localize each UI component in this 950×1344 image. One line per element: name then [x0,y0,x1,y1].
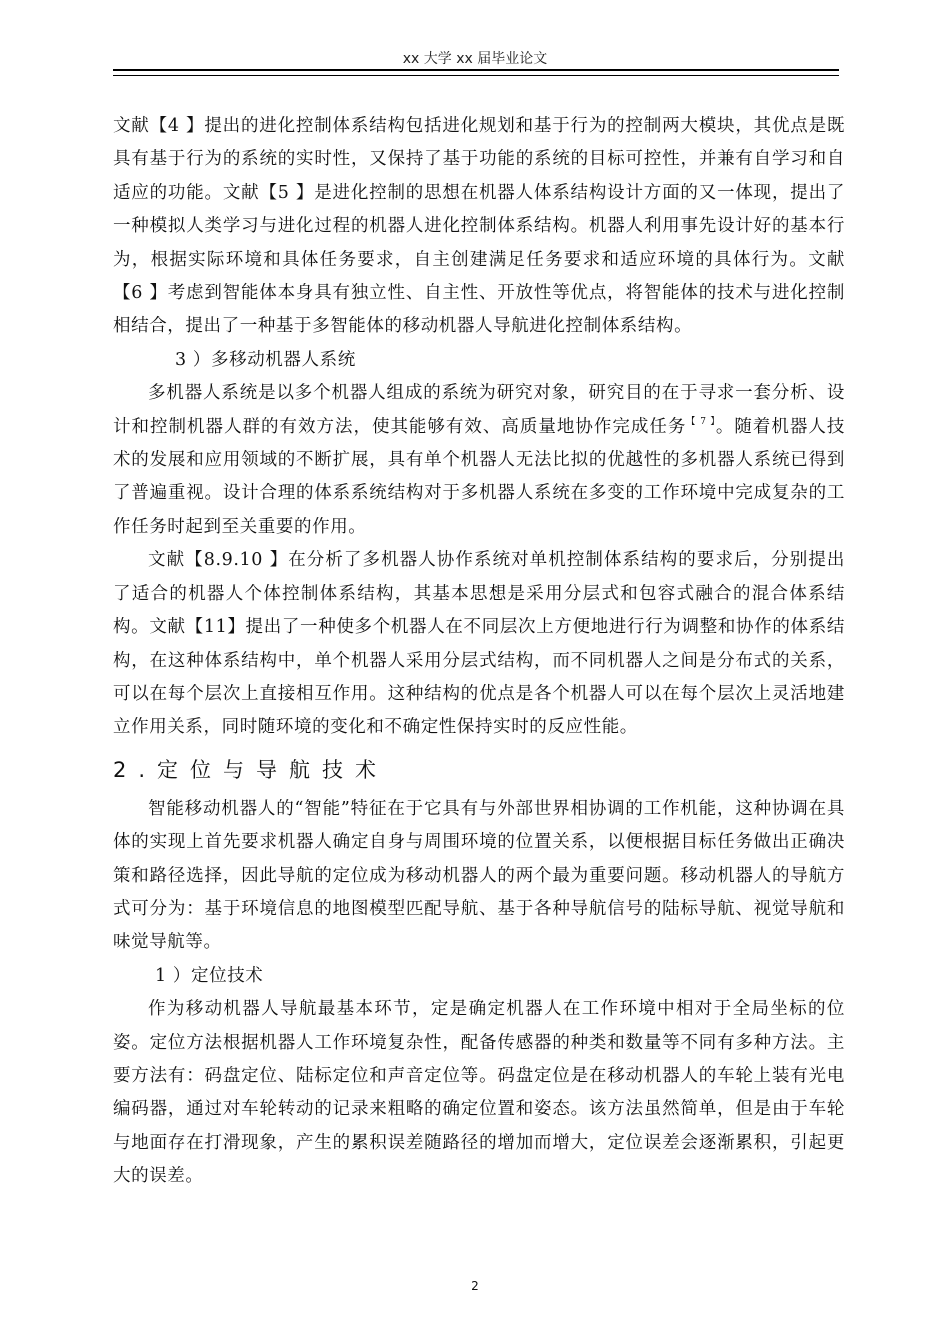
page-header: xx 大学 xx 届毕业论文 [402,51,548,67]
page-number: 2 [471,1279,479,1293]
paragraph-localization: 作为移动机器人导航最基本环节，定是确定机器人在工作环境中相对于全局坐标的位姿。定位方法根据机器人工作环境复杂性，配备传感器的种类和数量等不同有多种方法。主要方法有：码盘定位、陆标定位和声音定位等。码盘定位是在移动机器人的车轮上装有光电编码器，通过对车轮转动的记录来粗略的确定位置和姿态。该方法虽然简单，但是由于车轮与地面存在打滑现象，产生的累积误差随路径的增加而增大，定位误差会逐渐累积，引起更大的误差。 [113,999,845,1187]
paragraph-multi-robot [113,377,845,544]
subheading-multi-robot: 3 ）多移动机器人系统 [175,349,356,370]
paragraph-text: 。随着机器人技术的发展和应用领域的不断扩展，具有单个机器人无法比拟的优越性的多机器人系统已得到了普遍重视。设计合理的体系系统结构对于多机器人系统在多变的工作环境中完成复杂的工作任务时起到至关重要的作用。 [113,416,845,537]
document-body [113,110,845,1194]
paragraph-navigation-intro: 智能移动机器人的“智能”特征在于它具有与外部世界相协调的工作机能，这种协调在具体的实现上首先要求机器人确定自身与周围环境的位置关系，以便根据目标任务做出正确决策和路径选择，因此导航的定位成为移动机器人的两个最为重要问题。移动机器人的导航方式可分为：基于环境信息的地图模型匹配导航、基于各种导航信号的陆标导航、视觉导航和味觉导航等。 [113,798,845,953]
paragraph-text: 多机器人系统是以多个机器人组成的系统为研究对象，研究目的在于寻求一套分析、设计和控制机器人群的有效方法，使其能够有效、高质量地协作完成任务 [113,383,845,437]
paragraph-evolution-control: 文献【4 】提出的进化控制体系结构包括进化规划和基于行为的控制两大模块，其优点是既具有基于行为的系统的实时性，又保持了基于功能的系统的目标可控性，并兼有自学习和自适应的功能。文献【5 】是进化控制的思想在机器人体系结构设计方面的又一体现，提出了一种模拟人类学习与进化过程的机器人进化控制体系结构。机器人利用事先设计好的基本行为，根据实际环境和具体任务要求，自主创建满足任务要求和适应环境的具体行为。文献【6 】考虑到智能体本身具有独立性、自主性、开放性等优点，将智能体的技术与进化控制相结合，提出了一种基于多智能体的移动机器人导航进化控制体系结构。 [113,116,845,337]
header-rule-thin [113,75,839,76]
citation-reference: 【 7 】 [686,416,716,427]
header-rule-thick [113,69,839,71]
paragraph-multi-robot-architecture: 文献【8.9.10 】在分析了多机器人协作系统对单机控制体系结构的要求后，分别提出了适合的机器人个体控制体系结构，其基本思想是采用分层式和包容式融合的混合体系结构。文献【11】提出了一种使多个机器人在不同层次上方便地进行行为调整和协作的体系结构，在这种体系结构中，单个机器人采用分层式结构，而不同机器人之间是分布式的关系，可以在每个层次上直接相互作用。这种结构的优点是各个机器人可以在每个层次上灵活地建立作用关系，同时随环境的变化和不确定性保持实时的反应性能。 [113,550,845,738]
section-heading: 2.定位与导航技术 [113,757,389,782]
subheading-localization: 1 ）定位技术 [155,965,264,986]
